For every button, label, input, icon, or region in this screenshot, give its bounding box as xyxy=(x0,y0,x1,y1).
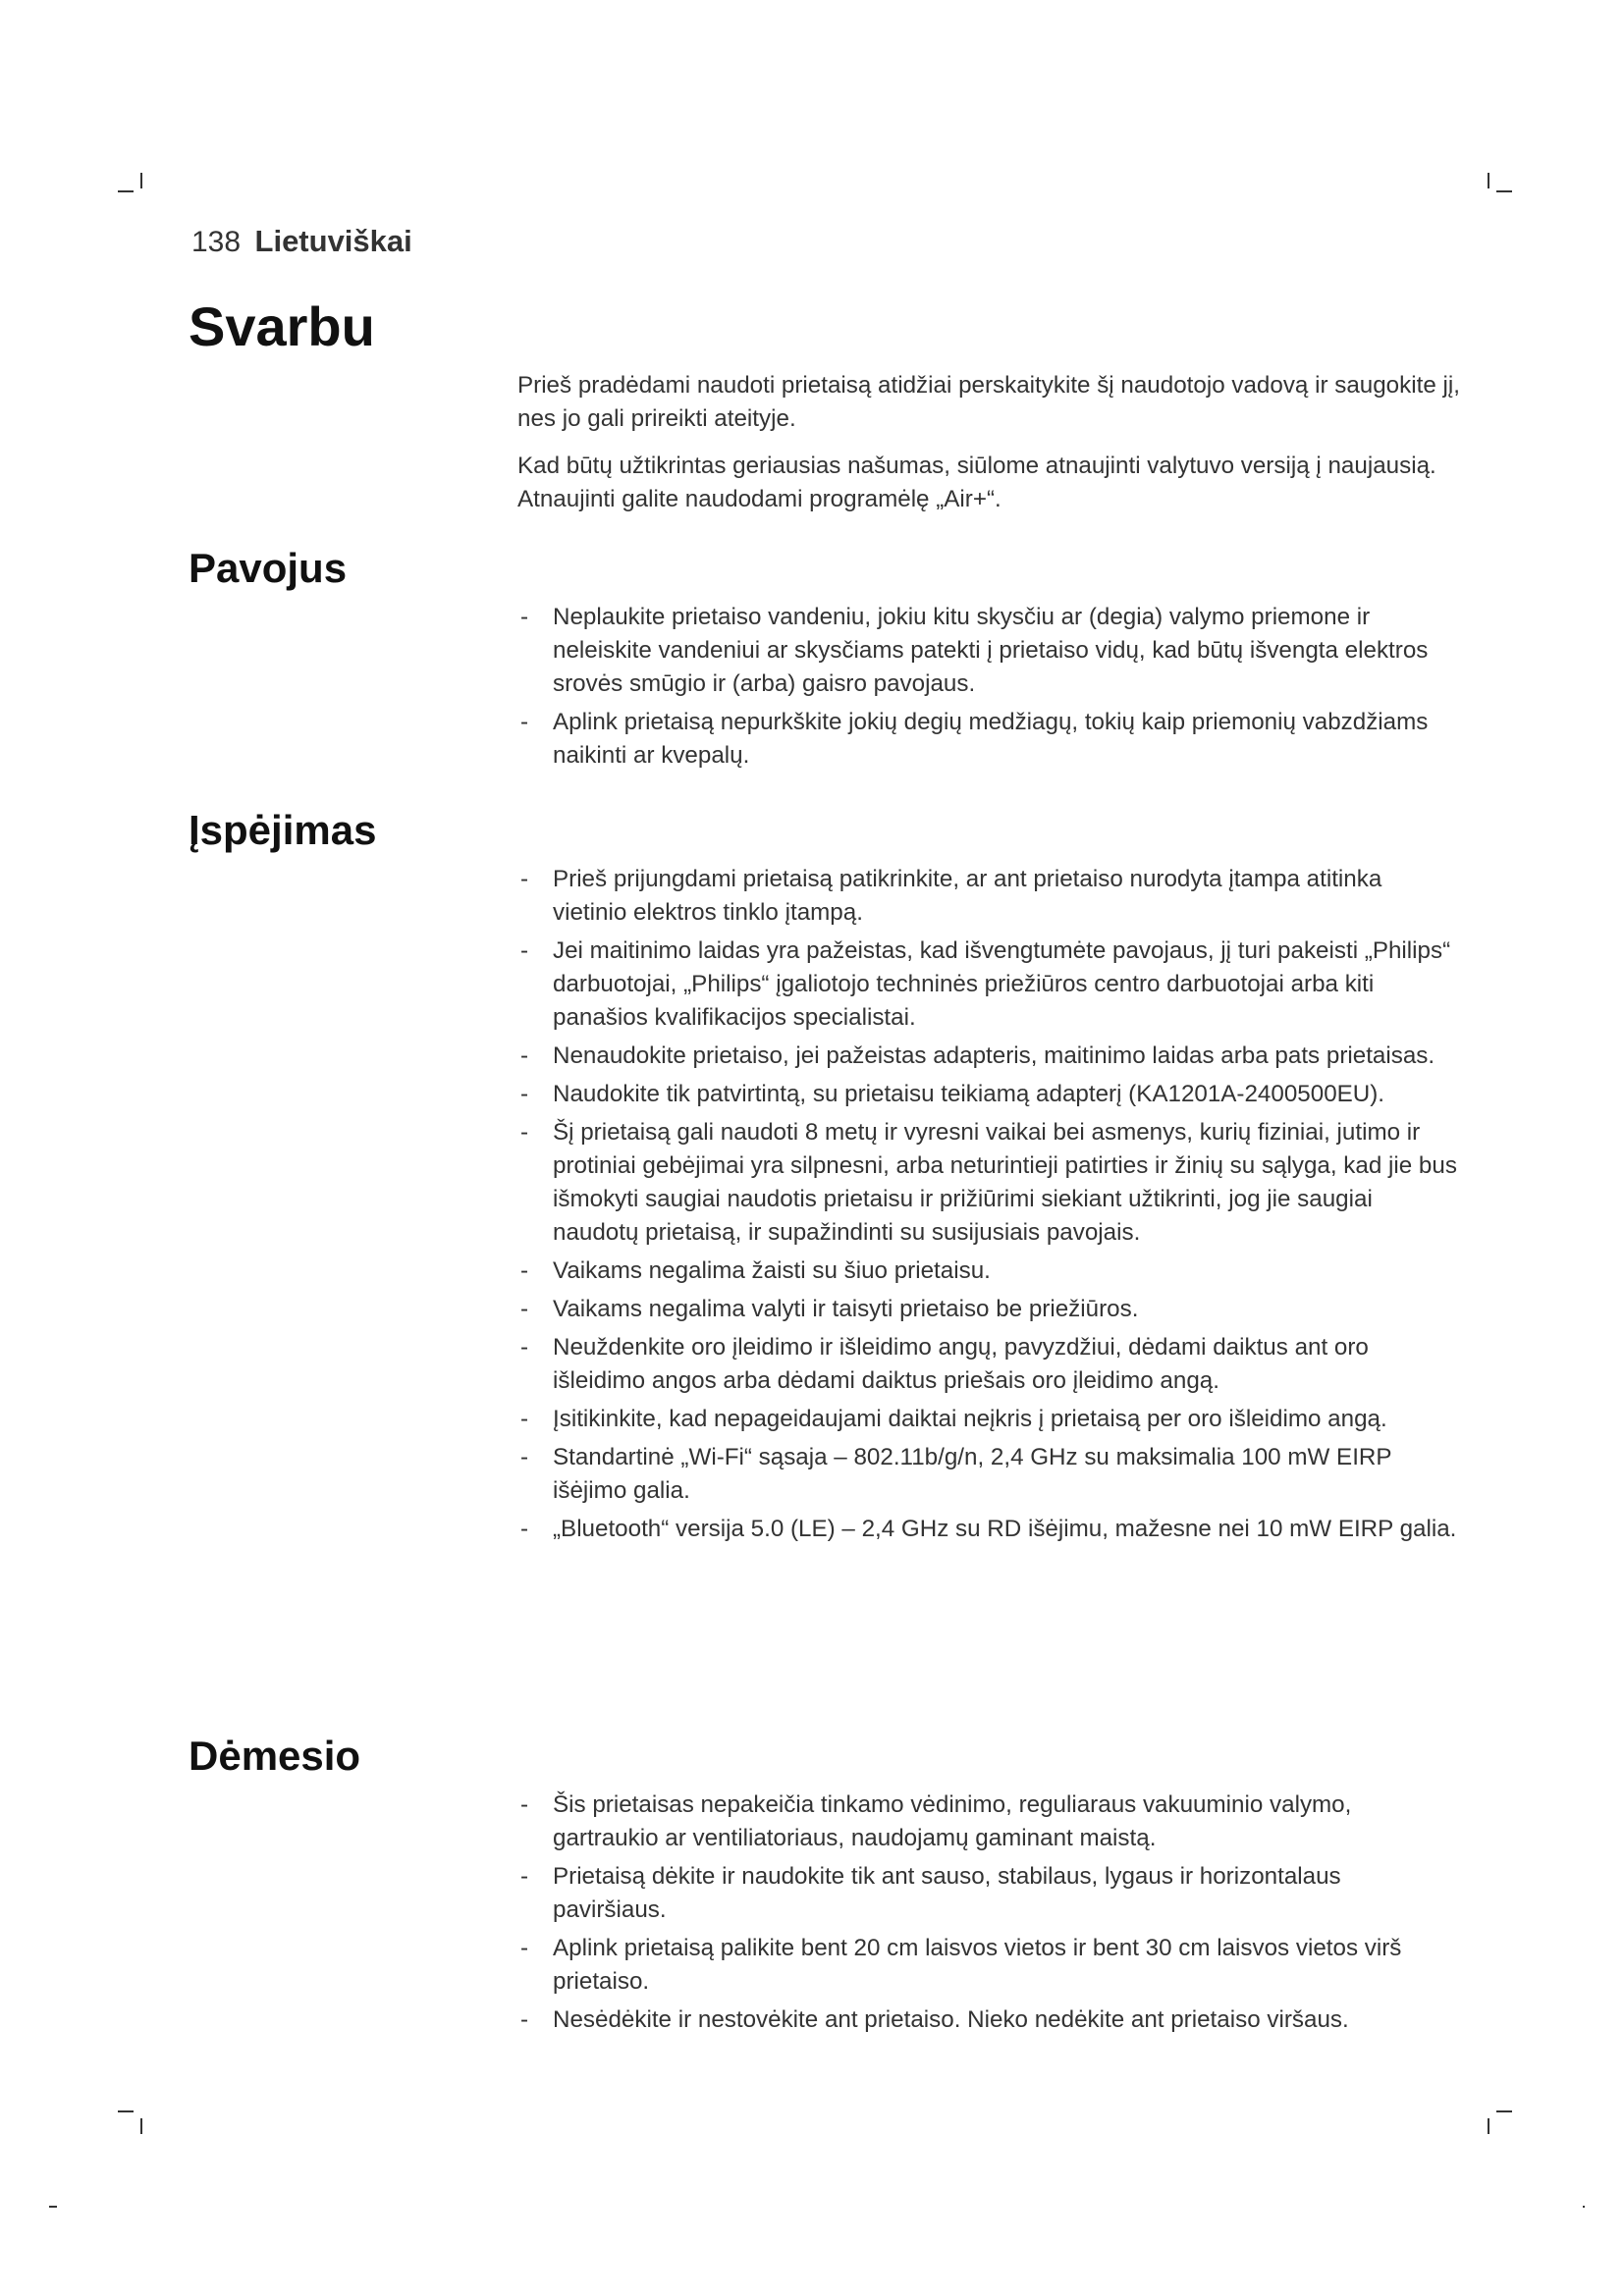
bullet-dash: - xyxy=(519,1042,529,1069)
list-item xyxy=(517,1293,1460,1326)
crop-mark xyxy=(1488,2118,1489,2134)
crop-mark xyxy=(118,2110,134,2112)
bullet-dash: - xyxy=(519,1296,529,1322)
list-item xyxy=(517,1513,1460,1546)
bullet-dash: - xyxy=(519,1406,529,1432)
bullet-dash: - xyxy=(519,1444,529,1470)
crop-mark xyxy=(1496,2110,1512,2112)
list-item xyxy=(517,863,1460,930)
page-header xyxy=(191,224,412,259)
bullet-dash: - xyxy=(519,866,529,892)
section-heading-demesio: Dėmesio xyxy=(189,1733,361,1779)
list-item xyxy=(517,1932,1460,1999)
bullet-dash: - xyxy=(519,1257,529,1284)
bullet-list xyxy=(517,1789,1460,2037)
bullet-list xyxy=(517,601,1460,773)
bullet-dash: - xyxy=(519,604,529,630)
list-item-text: Neplaukite prietaiso vandeniu, jokiu kitu skysčiu ar (degia) valymo priemone ir neleiskite vandeniui ar skysčiams patekti į prietaiso vidų, kad būtų išvengta elektros srovės smūgio ir (arba) gaisro pavojaus. xyxy=(553,604,1429,697)
crop-mark xyxy=(118,190,134,192)
list-item-text: Įsitikinkite, kad nepageidaujami daiktai neįkris į prietaisą per oro išleidimo angą. xyxy=(553,1406,1387,1432)
list-item xyxy=(517,1403,1460,1436)
list-item-text: Prieš prijungdami prietaisą patikrinkite, ar ant prietaiso nurodyta įtampa atitinka vietinio elektros tinklo įtampą. xyxy=(553,866,1382,926)
bullet-dash: - xyxy=(519,1863,529,1890)
crop-mark xyxy=(140,173,142,188)
bullet-dash: - xyxy=(519,1791,529,1818)
crop-mark xyxy=(1488,173,1489,188)
bullet-dash: - xyxy=(519,937,529,964)
list-item-text: Prietaisą dėkite ir naudokite tik ant sauso, stabilaus, lygaus ir horizontalaus paviršiaus. xyxy=(553,1863,1341,1923)
bullet-dash: - xyxy=(519,1081,529,1107)
list-item xyxy=(517,1078,1460,1111)
list-item-text: Šį prietaisą gali naudoti 8 metų ir vyresni vaikai bei asmenys, kurių fiziniai, jutimo ir protiniai gebėjimai yra silpnesni, arba neturintieji patirties ir žinių su sąlyga, kad jie bus išmokyti saugiai naudotis prietaisu ir prižiūrimi siekiant užtikrinti, jog jie saugiai naudotų prietaisą, ir supažindinti su susijusiais pavojais. xyxy=(553,1119,1457,1246)
bullet-dash: - xyxy=(519,1334,529,1361)
paragraph: Kad būtų užtikrintas geriausias našumas, siūlome atnaujinti valytuvo versiją į naujausią. Atnaujinti galite naudodami programėlę „Air+“. xyxy=(517,453,1436,512)
section-body-ispejimas xyxy=(517,863,1460,1551)
list-item-text: Nenaudokite prietaiso, jei pažeistas adapteris, maitinimo laidas arba pats prietaisas. xyxy=(553,1042,1435,1069)
list-item-text: Vaikams negalima valyti ir taisyti prietaiso be priežiūros. xyxy=(553,1296,1139,1322)
section-heading-ispejimas: Įspėjimas xyxy=(189,807,377,853)
list-item xyxy=(517,1255,1460,1288)
list-item xyxy=(517,601,1460,701)
page-number: 138 xyxy=(191,226,242,258)
paragraph: Prieš pradėdami naudoti prietaisą atidžiai perskaitykite šį naudotojo vadovą ir saugokite jį, nes jo gali prireikti ateityje. xyxy=(517,372,1460,432)
section-heading-svarbu: Svarbu xyxy=(189,295,375,357)
list-item-text: Šis prietaisas nepakeičia tinkamo vėdinimo, reguliaraus vakuuminio valymo, gartraukio ar ventiliatoriaus, naudojamų gaminant maistą. xyxy=(553,1791,1352,1851)
bullet-dash: - xyxy=(519,709,529,735)
list-item-text: Vaikams negalima žaisti su šiuo prietaisu. xyxy=(553,1257,991,1284)
list-item xyxy=(517,1789,1460,1855)
list-item xyxy=(517,2003,1460,2037)
list-item-text: Jei maitinimo laidas yra pažeistas, kad išvengtumėte pavojaus, jį turi pakeisti „Philips“ darbuotojai, „Philips“ įgaliotojo techninės priežiūros centro darbuotojai arba kiti panašios kvalifikacijos specialistai. xyxy=(553,937,1451,1031)
list-item-text: Nesėdėkite ir nestovėkite ant prietaiso. Nieko nedėkite ant prietaiso viršaus. xyxy=(553,2006,1349,2033)
section-heading-pavojus: Pavojus xyxy=(189,545,348,591)
crop-mark xyxy=(140,2118,142,2134)
crop-mark xyxy=(49,2206,57,2208)
list-item-text: „Bluetooth“ versija 5.0 (LE) – 2,4 GHz su RD išėjimu, mažesne nei 10 mW EIRP galia. xyxy=(553,1516,1457,1542)
list-item xyxy=(517,1331,1460,1398)
bullet-dash: - xyxy=(519,1516,529,1542)
bullet-dash: - xyxy=(519,2006,529,2033)
list-item xyxy=(517,1441,1460,1508)
list-item xyxy=(517,1040,1460,1073)
section-body-demesio xyxy=(517,1789,1460,2042)
list-item-text: Aplink prietaisą palikite bent 20 cm laisvos vietos ir bent 30 cm laisvos vietos virš prietaiso. xyxy=(553,1935,1402,1995)
list-item xyxy=(517,934,1460,1035)
crop-mark xyxy=(1583,2206,1585,2208)
bullet-list xyxy=(517,863,1460,1546)
crop-mark xyxy=(1496,190,1512,192)
list-item-text: Aplink prietaisą nepurkškite jokių degių medžiagų, tokių kaip priemonių vabzdžiams naikinti ar kvepalų. xyxy=(553,709,1429,769)
bullet-dash: - xyxy=(519,1935,529,1961)
list-item-text: Standartinė „Wi-Fi“ sąsaja – 802.11b/g/n, 2,4 GHz su maksimalia 100 mW EIRP išėjimo galia. xyxy=(553,1444,1392,1504)
list-item xyxy=(517,706,1460,773)
list-item xyxy=(517,1860,1460,1927)
section-body-svarbu xyxy=(517,369,1460,530)
section-body-pavojus xyxy=(517,601,1460,777)
list-item-text: Naudokite tik patvirtintą, su prietaisu teikiamą adapterį (KA1201A-2400500EU). xyxy=(553,1081,1385,1107)
list-item-text: Neuždenkite oro įleidimo ir išleidimo angų, pavyzdžiui, dėdami daiktus ant oro išleidimo angos arba dėdami daiktus priešais oro įleidimo angą. xyxy=(553,1334,1369,1394)
bullet-dash: - xyxy=(519,1119,529,1146)
page-language: Lietuviškai xyxy=(254,224,412,258)
list-item xyxy=(517,1116,1460,1250)
